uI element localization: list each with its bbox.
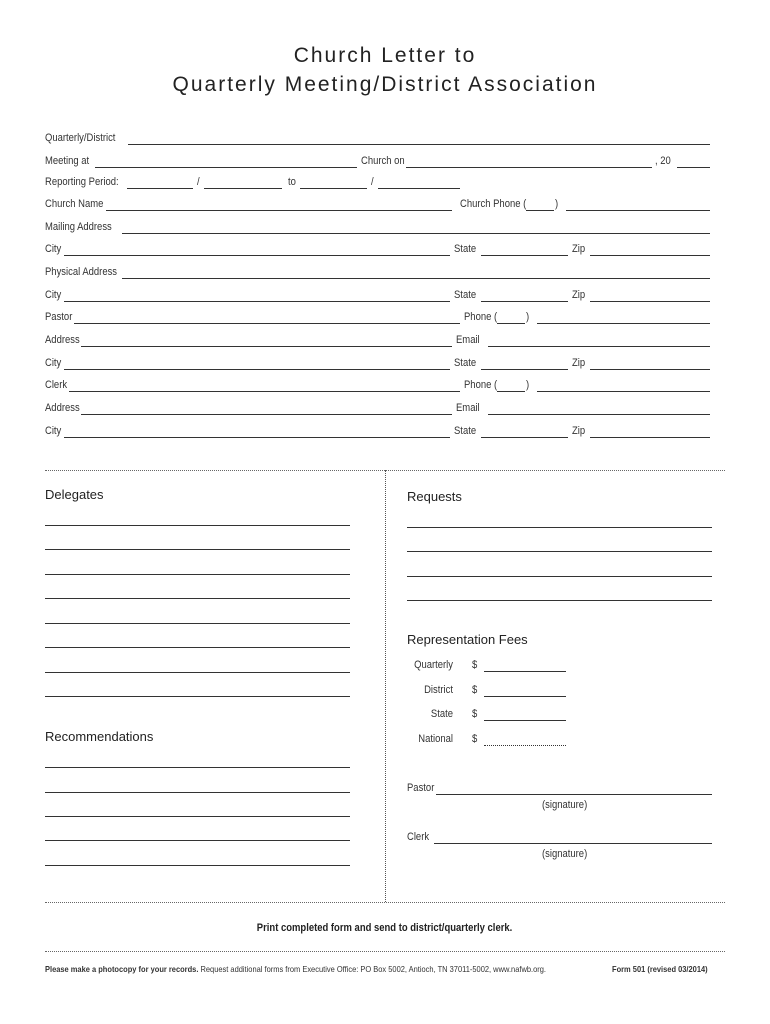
physical-zip-field[interactable] (590, 301, 710, 302)
submit-instruction-text: Print completed form and send to district/quarterly clerk. (257, 922, 513, 934)
slash-2: / (371, 176, 374, 188)
clerk-email-label: Email (456, 402, 480, 414)
delegate-line[interactable] (45, 598, 350, 599)
recommendation-line[interactable] (45, 792, 350, 793)
section-divider-bottom (45, 902, 725, 903)
photocopy-note: Please make a photocopy for your records. (45, 964, 199, 974)
clerk-address-label: Address (45, 402, 80, 414)
mailing-zip-label: Zip (572, 243, 586, 255)
pastor-phone-number-field[interactable] (537, 323, 710, 324)
pastor-signature-label: Pastor (407, 782, 435, 794)
pastor-address-label: Address (45, 334, 80, 346)
submit-instruction (0, 922, 770, 934)
mailing-city-label: City (45, 243, 62, 255)
clerk-signature-caption: (signature) (542, 848, 588, 860)
pastor-email-label: Email (456, 334, 480, 346)
fee-national-dollar: $ (472, 733, 478, 745)
fee-national-field[interactable] (484, 745, 566, 746)
pastor-email-field[interactable] (488, 346, 710, 347)
reporting-period-label: Reporting Period: (45, 176, 119, 188)
pastor-city-field[interactable] (64, 369, 450, 370)
clerk-email-field[interactable] (488, 414, 710, 415)
physical-state-label: State (454, 289, 477, 301)
physical-address-label: Physical Address (45, 266, 118, 278)
church-name-field[interactable] (106, 210, 452, 211)
representation-fees-heading: Representation Fees (407, 632, 528, 647)
column-divider (385, 470, 386, 902)
delegate-line[interactable] (45, 574, 350, 575)
fee-national-label: National (418, 733, 453, 745)
quarterly-district-field[interactable] (128, 144, 710, 145)
slash-1: / (197, 176, 200, 188)
church-phone-number-field[interactable] (566, 210, 710, 211)
period-end-year-field[interactable] (378, 188, 460, 189)
delegate-line[interactable] (45, 672, 350, 673)
meeting-at-field[interactable] (95, 167, 357, 168)
delegate-line[interactable] (45, 696, 350, 697)
recommendation-line[interactable] (45, 865, 350, 866)
year-prefix-label: , 20 (655, 155, 671, 167)
fee-state-field[interactable] (484, 720, 566, 721)
physical-city-field[interactable] (64, 301, 450, 302)
request-line[interactable] (407, 551, 712, 552)
physical-state-field[interactable] (481, 301, 568, 302)
church-name-label: Church Name (45, 198, 104, 210)
quarterly-district-label: Quarterly/District (45, 132, 116, 144)
request-line[interactable] (407, 600, 712, 601)
clerk-field[interactable] (69, 391, 460, 392)
mailing-city-field[interactable] (64, 255, 450, 256)
clerk-zip-label: Zip (572, 425, 586, 437)
period-start-month-field[interactable] (127, 188, 193, 189)
delegates-heading: Delegates (45, 487, 104, 502)
clerk-city-label: City (45, 425, 62, 437)
request-forms-note: Request additional forms from Executive Office: PO Box 5002, Antioch, TN 37011-5002, www.nafwb.org. (198, 964, 546, 974)
delegate-line[interactable] (45, 525, 350, 526)
delegate-line[interactable] (45, 549, 350, 550)
fee-quarterly-dollar: $ (472, 659, 478, 671)
mailing-address-field[interactable] (122, 233, 710, 234)
physical-zip-label: Zip (572, 289, 586, 301)
footer-divider (45, 951, 725, 952)
pastor-field[interactable] (74, 323, 460, 324)
clerk-city-field[interactable] (64, 437, 450, 438)
footer-note (45, 964, 546, 974)
period-end-month-field[interactable] (300, 188, 367, 189)
fee-district-label: District (424, 684, 453, 696)
church-on-field[interactable] (406, 167, 652, 168)
pastor-signature-caption: (signature) (542, 799, 588, 811)
fee-district-dollar: $ (472, 684, 478, 696)
form-number: Form 501 (revised 03/2014) (612, 964, 708, 974)
meeting-at-label: Meeting at (45, 155, 90, 167)
fee-quarterly-field[interactable] (484, 671, 566, 672)
pastor-phone-paren: ) (526, 311, 530, 323)
pastor-city-label: City (45, 357, 62, 369)
pastor-phone-label: Phone ( (464, 311, 498, 323)
form-title-line2: Quarterly Meeting/District Association (172, 73, 598, 96)
clerk-signature-label: Clerk (407, 831, 430, 843)
pastor-state-field[interactable] (481, 369, 568, 370)
pastor-zip-field[interactable] (590, 369, 710, 370)
clerk-state-field[interactable] (481, 437, 568, 438)
church-phone-area-field[interactable] (526, 210, 554, 211)
fee-state-dollar: $ (472, 708, 478, 720)
church-on-label: Church on (361, 155, 405, 167)
fee-district-field[interactable] (484, 696, 566, 697)
clerk-phone-paren: ) (526, 379, 530, 391)
request-line[interactable] (407, 527, 712, 528)
delegate-line[interactable] (45, 647, 350, 648)
recommendation-line[interactable] (45, 840, 350, 841)
clerk-zip-field[interactable] (590, 437, 710, 438)
mailing-address-label: Mailing Address (45, 221, 112, 233)
physical-address-field[interactable] (122, 278, 710, 279)
mailing-zip-field[interactable] (590, 255, 710, 256)
clerk-phone-area-field[interactable] (497, 391, 525, 392)
period-start-year-field[interactable] (204, 188, 282, 189)
pastor-signature-field[interactable] (436, 794, 712, 795)
year-field[interactable] (677, 167, 710, 168)
mailing-state-field[interactable] (481, 255, 568, 256)
fee-state-label: State (430, 708, 453, 720)
clerk-label: Clerk (45, 379, 68, 391)
mailing-state-label: State (454, 243, 477, 255)
pastor-address-field[interactable] (81, 346, 452, 347)
clerk-phone-number-field[interactable] (537, 391, 710, 392)
clerk-address-field[interactable] (81, 414, 452, 415)
delegate-line[interactable] (45, 623, 350, 624)
clerk-state-label: State (454, 425, 477, 437)
pastor-phone-area-field[interactable] (497, 323, 525, 324)
physical-city-label: City (45, 289, 62, 301)
recommendation-line[interactable] (45, 816, 350, 817)
pastor-state-label: State (454, 357, 477, 369)
clerk-phone-label: Phone ( (464, 379, 498, 391)
fee-quarterly-label: Quarterly (414, 659, 453, 671)
clerk-signature-field[interactable] (434, 843, 712, 844)
recommendations-heading: Recommendations (45, 729, 154, 744)
to-label: to (288, 176, 296, 188)
pastor-label: Pastor (45, 311, 73, 323)
church-phone-label: Church Phone ( (460, 198, 527, 210)
requests-heading: Requests (407, 489, 462, 504)
pastor-zip-label: Zip (572, 357, 586, 369)
form-title-line1: Church Letter to (293, 44, 477, 67)
recommendation-line[interactable] (45, 767, 350, 768)
request-line[interactable] (407, 576, 712, 577)
church-phone-paren: ) (555, 198, 559, 210)
